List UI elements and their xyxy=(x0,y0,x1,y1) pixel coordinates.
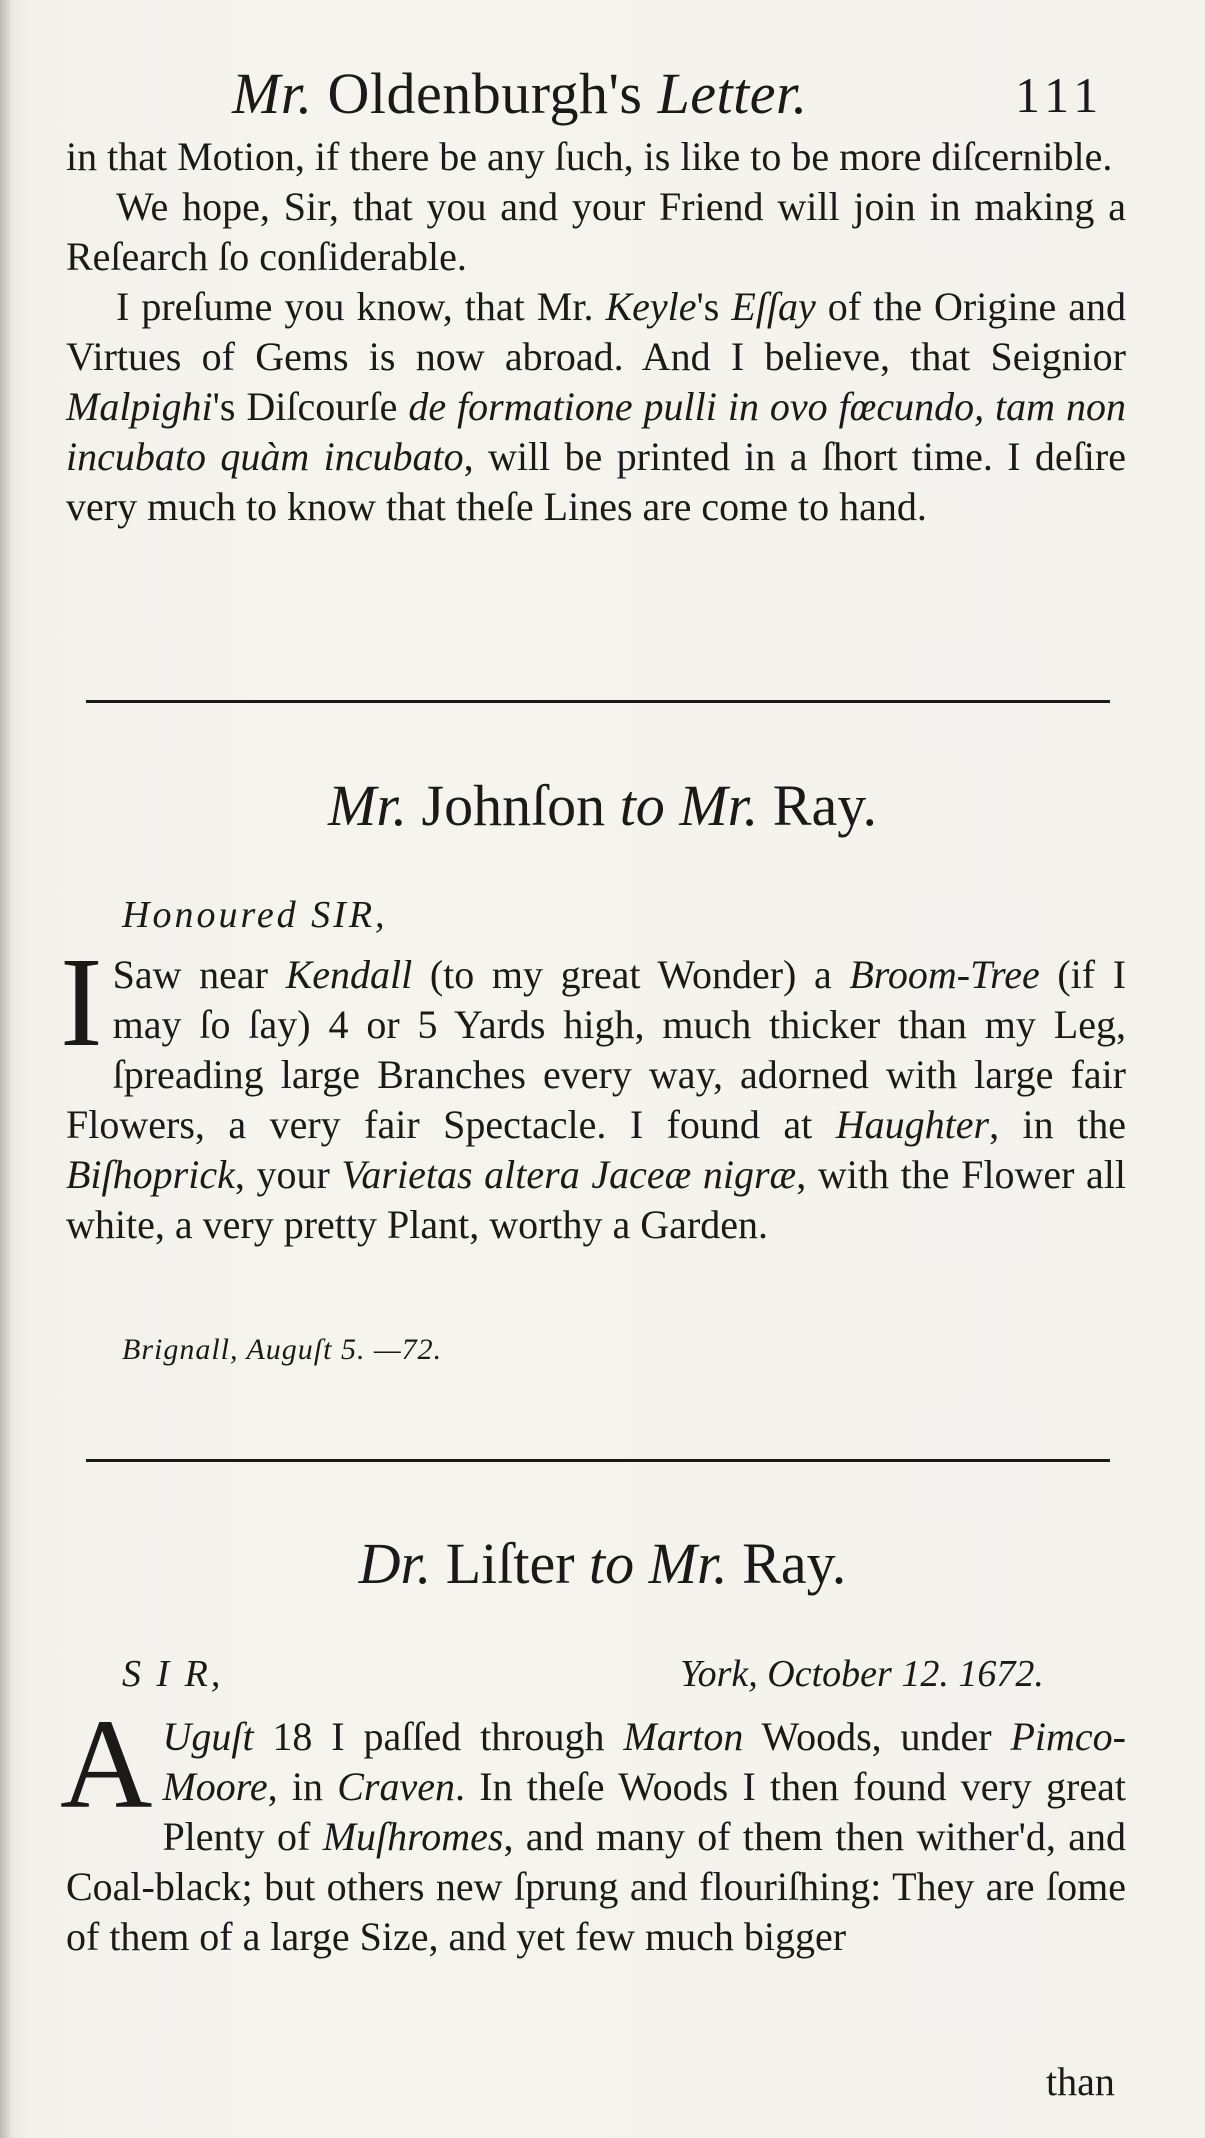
letter-signoff: Brignall, Auguſt 5. —72. xyxy=(122,1333,443,1366)
salutation: S I R, xyxy=(122,1653,224,1695)
paragraph: I Saw near Kendall (to my great Wonder) a Broom-Tree (if I may ſo ſay) 4 or 5 Yards high, much thicker than my Leg, ſpreading large Branches every way, adorned with large fair Flowers, a very fair Spectacle. I found at Haughter, in the Biſhoprick, your Varietas altera Jaceæ nigræ, with the Flower all white, a very pretty Plant, worthy a Garden. xyxy=(60,931,1127,1247)
page-number: 111 xyxy=(1015,67,1105,123)
paragraph: in that Motion, if there be any ſuch, is like to be more diſcernible. xyxy=(66,134,1113,179)
catchword: than xyxy=(1046,2059,1115,2104)
drop-cap: A xyxy=(60,1693,153,1835)
letter-body xyxy=(60,1693,1127,1962)
salutation: Honoured SIR, xyxy=(122,894,388,936)
drop-cap: I xyxy=(60,931,103,1073)
running-head xyxy=(0,40,1205,130)
section-divider xyxy=(86,700,1110,703)
paragraph: We hope, Sir, that you and your Friend will join in making a Reſearch ſo conſiderable. xyxy=(66,184,1126,279)
paragraph: A Uguſt 18 I paſſed through Marton Woods, under Pimco-Moore, in Craven. In theſe Woods I then found very great Plenty of Muſhromes, and many of them then wither'd, and Coal-black; but others new ſprung and flouriſhing: They are ſome of them of a large Size, and yet few much bigger xyxy=(60,1693,1127,1959)
running-title: Mr. Oldenburgh's Letter. xyxy=(232,61,808,126)
letter-date: York, October 12. 1672. xyxy=(680,1653,1044,1695)
letter-heading: Mr. Johnſon to Mr. Ray. xyxy=(328,773,877,838)
section-divider xyxy=(86,1459,1110,1462)
letter-continuation xyxy=(66,132,1126,532)
paragraph: I preſume you know, that Mr. Keyle's Eſſay of the Origine and Virtues of Gems is now abroad. And I believe, that Seignior Malpighi's Diſcourſe de formatione pulli in ovo fœcundo, tam non incubato quàm incubato, will be printed in a ſhort time. I deſire very much to know that theſe Lines are come to hand. xyxy=(66,284,1127,529)
letter-body xyxy=(60,931,1127,1250)
letter-heading: Dr. Liſter to Mr. Ray. xyxy=(358,1531,847,1596)
gutter-shadow xyxy=(0,0,12,2138)
